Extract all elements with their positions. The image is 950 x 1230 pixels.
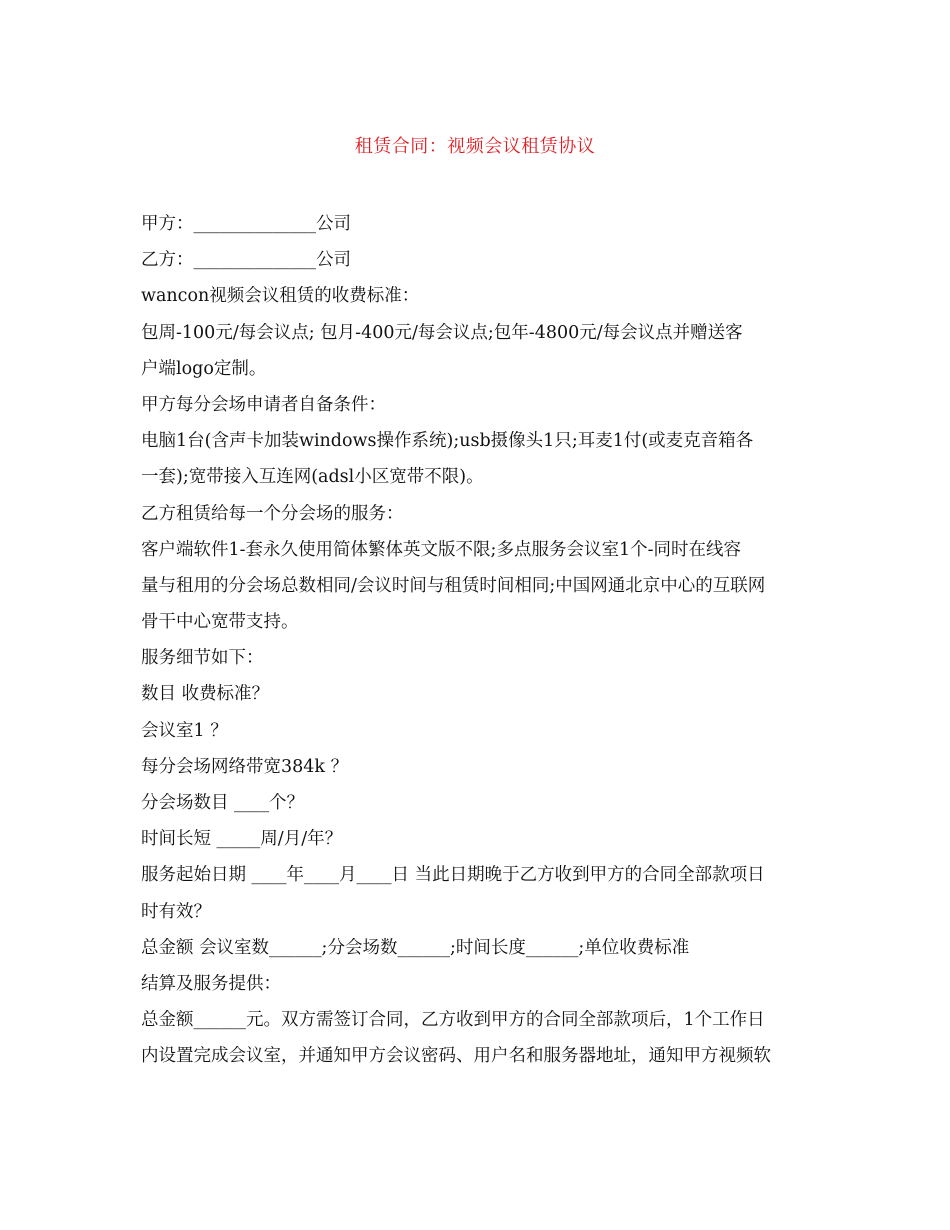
- detail-line: 会议室1 ？: [141, 720, 228, 741]
- service-details-heading: 服务细节如下：: [141, 648, 264, 669]
- services-heading: 乙方租赁给每一个分会场的服务：: [141, 503, 404, 524]
- paragraph-line: 骨干中心宽带支持。: [141, 612, 299, 633]
- detail-line: 总金额 会议室数______;分会场数______;时间长度______;单位收费标准: [141, 937, 690, 958]
- paragraph-line: 户端logo定制。: [141, 358, 267, 379]
- paragraph-line: 一套);宽带接入互连网(adsl小区宽带不限)。: [141, 467, 484, 488]
- party-b-line: 乙方：______________公司: [141, 250, 351, 271]
- party-a-line: 甲方：______________公司: [141, 214, 351, 234]
- fee-standard-heading: wancon视频会议租赁的收费标准：: [141, 286, 420, 307]
- paragraph-line: 电脑1台(含声卡加装windows操作系统);usb摄像头1只;耳麦1付(或麦克音箱各: [141, 431, 754, 452]
- paragraph-line: 内设置完成会议室，并通知甲方会议密码、用户名和服务器地址，通知甲方视频软: [141, 1046, 771, 1067]
- detail-line: 时间长短 _____周/月/年？: [141, 829, 343, 850]
- detail-line: 分会场数目 ____个？: [141, 793, 305, 813]
- document-body: [141, 206, 821, 1075]
- document-title: 租赁合同：视频会议租赁协议: [354, 136, 596, 157]
- detail-line: 每分会场网络带宽384k ？: [141, 756, 349, 777]
- paragraph-line: 量与租用的分会场总数相同/会议时间与租赁时间相同;中国网通北京中心的互联网: [141, 575, 766, 596]
- paragraph-line: 客户端软件1-套永久使用简体繁体英文版不限;多点服务会议室1个-同时在线容: [141, 539, 741, 560]
- detail-line: 服务起始日期 ____年____月____日 当此日期晚于乙方收到甲方的合同全部款项日: [141, 865, 765, 886]
- detail-line: 时有效？: [141, 901, 211, 922]
- detail-line: 数目 收费标准？: [141, 684, 270, 705]
- requirements-heading: 甲方每分会场申请者自备条件：: [141, 394, 386, 415]
- settlement-heading: 结算及服务提供：: [141, 973, 281, 994]
- paragraph-line: 包周-100元/每会议点; 包月-400元/每会议点;包年-4800元/每会议点并赠送客: [141, 322, 743, 343]
- paragraph-line: 总金额______元。双方需签订合同，乙方收到甲方的合同全部款项后，1个工作日: [141, 1010, 765, 1031]
